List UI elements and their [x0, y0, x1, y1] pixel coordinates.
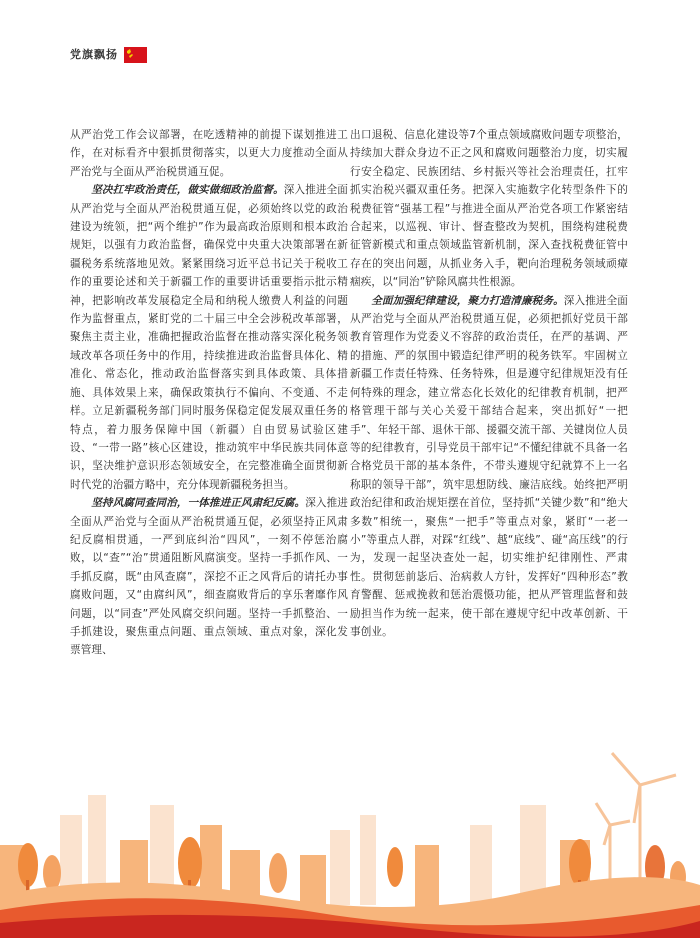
paragraph: 从严治党工作会议部署，在吃透精神的前提下谋划推进工作，在对标看齐中狠抓贯彻落实，以更大力度推动全面从严治党与全面从严治税贯通互促。	[70, 129, 348, 178]
paragraph-body: 深入推进全面从严治党与全面从严治税贯通互促，必须坚持正风肃纪反腐相贯通，一严到底纠治“四风”，一刻不停惩治腐败，以“查”“治”贯通阻断风腐演变。坚持一手抓作风、一手抓反腐，既“由风查腐”，深挖不正之风背后的请托办事腐败问题，又“由腐纠风”，细查腐败背后的享乐奢靡作风问题，以“同查”严处风腐交织问题。坚持一手抓整治、一手抓建设，聚焦重点问题、重点领域、重点对象，深化发票管理、	[70, 497, 348, 657]
section-title: 党旗飘扬	[70, 48, 118, 61]
left-column	[70, 126, 348, 660]
paragraph	[70, 494, 348, 660]
paragraph	[350, 292, 628, 642]
paragraph-lead: 坚持风腐同查同治，一体推进正风肃纪反腐。	[91, 497, 306, 510]
paragraph-lead: 全面加强纪律建设，聚力打造清廉税务。	[371, 294, 564, 307]
party-flag-icon	[124, 47, 147, 63]
paragraph	[70, 181, 348, 494]
paragraph-body: 深入推进全面从严治党与全面从严治税贯通互促，必须始终以党的政治建设为统领，把“两个维护”作为最高政治原则和根本政治规矩，以强有力政治监督，确保党中央重大决策部署在新疆税务系统落地见效。紧紧围绕习近平总书记关于税收工作的重要论述和关于新疆工作的重要讲话重要指示批示精神，把影响改革发展稳定全局和纳税人缴费人利益的问题作为监督重点，紧盯党的二十届三中全会涉税改革部署，聚焦主责主业，准确把握政治监督在推动落实深化税务领域改革各项任务中的作用，持续推进政治监督具体化、精准化、常态化，推动政治监督落实到具体政策、具体措施、具体效果上来，确保政策执行不偏向、不变通、不走样。立足新疆税务部门同时服务保稳定促发展双重任务的特点，着力服务保障中国（新疆）自由贸易试验区建设、“一带一路”核心区建设，推动筑牢中华民族共同体意识，坚决维护意识形态领域安全，在完整准确全面贯彻新时代党的治疆方略中，充分体现新疆税务担当。	[70, 184, 348, 491]
right-column	[350, 126, 628, 641]
footer-decoration	[0, 745, 700, 938]
paragraph-lead: 坚决扛牢政治责任，做实做细政治监督。	[91, 184, 284, 197]
paragraph-body: 深入推进全面从严治党与全面从严治税贯通互促，必须把抓好党员干部教育管理作为党委义不容辞的政治责任，在严的基调、严的措施、严的氛围中锻造纪律严明的税务铁军。牢固树立新疆工作责任特殊、任务特殊，但是遵守纪律规矩没有任何特殊的理念，建立常态化长效化的纪律教育机制，把严格管理干部与关心关爱干部结合起来，突出抓好“一把手”、年轻干部、退休干部、援疆交流干部、关键岗位人员等的纪律教育，引导党员干部牢记“不懂纪律就不具备一名合格党员干部的基本条件，不带头遵规守纪就算不上一名称职的领导干部”，筑牢思想防线、廉洁底线。始终把严明政治纪律和政治规矩摆在首位，坚持抓“关键少数”和“绝大多数”相统一，聚焦“一把手”等重点对象，紧盯“一老一小”等重点人群，对踩“红线”、越“底线”、碰“高压线”的行为，发现一起坚决查处一起，切实维护纪律刚性、严肃性。贯彻惩前毖后、治病救人方针，发挥好“四种形态”教育警醒、惩戒挽救和惩治震慑功能，把从严管理监督和鼓励担当作为统一起来，使干部在遵规守纪中改革创新、干事创业。	[350, 294, 628, 638]
paragraph: 出口退税、信息化建设等7个重点领域腐败问题专项整治，持续加大群众身边不正之风和腐败问题整治力度，切实履行安全稳定、民族团结、乡村振兴等社会治理责任，扛牢抓实治税兴疆双重任务。把深入实施数字化转型条件下的税费征管“强基工程”与推进全面从严治党各项工作紧密结合起来，以巡视、审计、督查整改为契机，围绕构建税费征管新模式和重点领域监管新机制，深入查找税费征管中存在的突出问题，从抓业务入手，靶向治理税务领域顽瘴痼疾，以“同治”铲除风腐共性根源。	[350, 129, 628, 289]
